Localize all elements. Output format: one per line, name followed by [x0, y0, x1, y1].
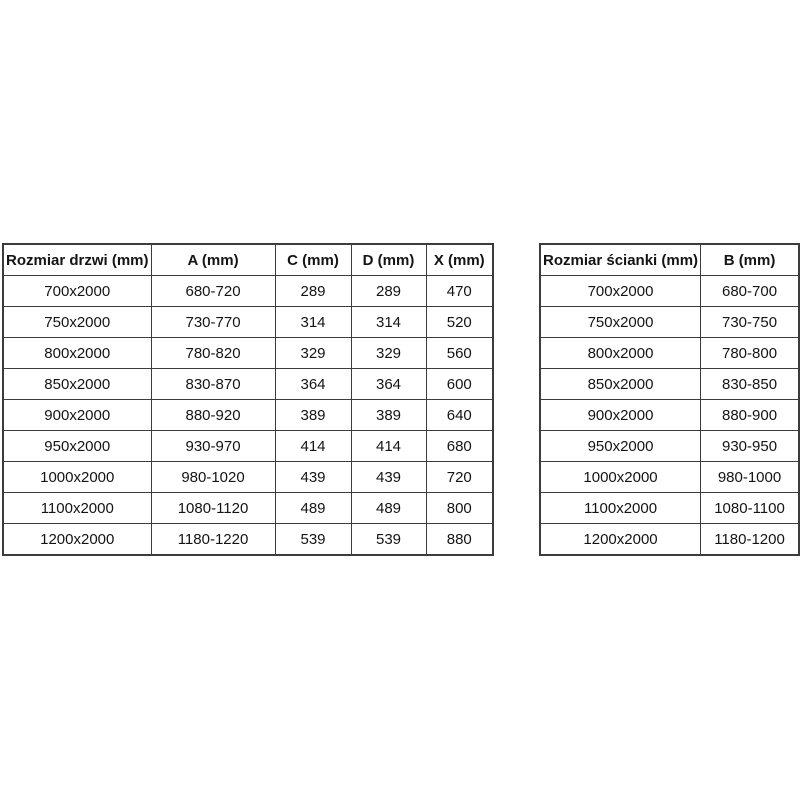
table-cell: 930-950 [701, 431, 799, 462]
table-cell: 1200x2000 [540, 524, 701, 556]
table-row [540, 276, 799, 307]
table-cell: 289 [275, 276, 351, 307]
table-cell: 850x2000 [3, 369, 151, 400]
table-cell: 750x2000 [540, 307, 701, 338]
table-cell: 850x2000 [540, 369, 701, 400]
table-cell: 780-820 [151, 338, 275, 369]
table-row [540, 524, 799, 556]
column-header: B (mm) [701, 244, 799, 276]
header-row [540, 244, 799, 276]
table-cell: 314 [351, 307, 426, 338]
table-cell: 539 [275, 524, 351, 556]
table-cell: 880-920 [151, 400, 275, 431]
table-cell: 830-850 [701, 369, 799, 400]
table-row [3, 276, 493, 307]
table-cell: 680-700 [701, 276, 799, 307]
table-cell: 489 [351, 493, 426, 524]
table-cell: 730-750 [701, 307, 799, 338]
table-row [540, 400, 799, 431]
column-header: Rozmiar ścianki (mm) [540, 244, 701, 276]
table-cell: 364 [275, 369, 351, 400]
table-cell: 1200x2000 [3, 524, 151, 556]
table-cell: 700x2000 [3, 276, 151, 307]
table-cell: 560 [426, 338, 493, 369]
table-row [540, 493, 799, 524]
wall-panel-sizes-table-container [539, 243, 800, 556]
table-cell: 1180-1200 [701, 524, 799, 556]
table-cell: 329 [275, 338, 351, 369]
table-cell: 520 [426, 307, 493, 338]
table-row [3, 400, 493, 431]
table-cell: 800 [426, 493, 493, 524]
table-row [3, 493, 493, 524]
table-row [540, 369, 799, 400]
column-header: X (mm) [426, 244, 493, 276]
table-row [540, 462, 799, 493]
table-cell: 329 [351, 338, 426, 369]
column-header: D (mm) [351, 244, 426, 276]
table-cell: 389 [351, 400, 426, 431]
door-sizes-table-container [2, 243, 494, 556]
table-row [3, 307, 493, 338]
table-cell: 700x2000 [540, 276, 701, 307]
table-cell: 950x2000 [3, 431, 151, 462]
table-cell: 800x2000 [540, 338, 701, 369]
table-cell: 950x2000 [540, 431, 701, 462]
table-cell: 1080-1120 [151, 493, 275, 524]
table-cell: 439 [275, 462, 351, 493]
table-cell: 539 [351, 524, 426, 556]
table-cell: 680-720 [151, 276, 275, 307]
door-sizes-table [2, 243, 494, 556]
table-cell: 1100x2000 [540, 493, 701, 524]
table-cell: 780-800 [701, 338, 799, 369]
table-cell: 1100x2000 [3, 493, 151, 524]
table-cell: 980-1020 [151, 462, 275, 493]
table-cell: 640 [426, 400, 493, 431]
column-header: C (mm) [275, 244, 351, 276]
column-header: Rozmiar drzwi (mm) [3, 244, 151, 276]
table-cell: 730-770 [151, 307, 275, 338]
table-cell: 830-870 [151, 369, 275, 400]
wall-panel-sizes-table [539, 243, 800, 556]
table-cell: 900x2000 [3, 400, 151, 431]
table-cell: 414 [351, 431, 426, 462]
table-cell: 680 [426, 431, 493, 462]
table-cell: 720 [426, 462, 493, 493]
table-cell: 980-1000 [701, 462, 799, 493]
table-cell: 930-970 [151, 431, 275, 462]
table-row [540, 431, 799, 462]
table-cell: 364 [351, 369, 426, 400]
table-cell: 289 [351, 276, 426, 307]
table-cell: 900x2000 [540, 400, 701, 431]
table-row [3, 338, 493, 369]
table-row [540, 338, 799, 369]
table-row [3, 462, 493, 493]
table-cell: 389 [275, 400, 351, 431]
table-cell: 750x2000 [3, 307, 151, 338]
header-row [3, 244, 493, 276]
table-cell: 489 [275, 493, 351, 524]
table-cell: 1180-1220 [151, 524, 275, 556]
table-row [540, 307, 799, 338]
table-row [3, 369, 493, 400]
table-cell: 880-900 [701, 400, 799, 431]
table-cell: 439 [351, 462, 426, 493]
table-cell: 470 [426, 276, 493, 307]
table-cell: 1080-1100 [701, 493, 799, 524]
column-header: A (mm) [151, 244, 275, 276]
table-cell: 414 [275, 431, 351, 462]
table-cell: 314 [275, 307, 351, 338]
table-cell: 600 [426, 369, 493, 400]
table-cell: 1000x2000 [3, 462, 151, 493]
table-cell: 800x2000 [3, 338, 151, 369]
table-row [3, 524, 493, 556]
table-row [3, 431, 493, 462]
table-cell: 880 [426, 524, 493, 556]
table-cell: 1000x2000 [540, 462, 701, 493]
